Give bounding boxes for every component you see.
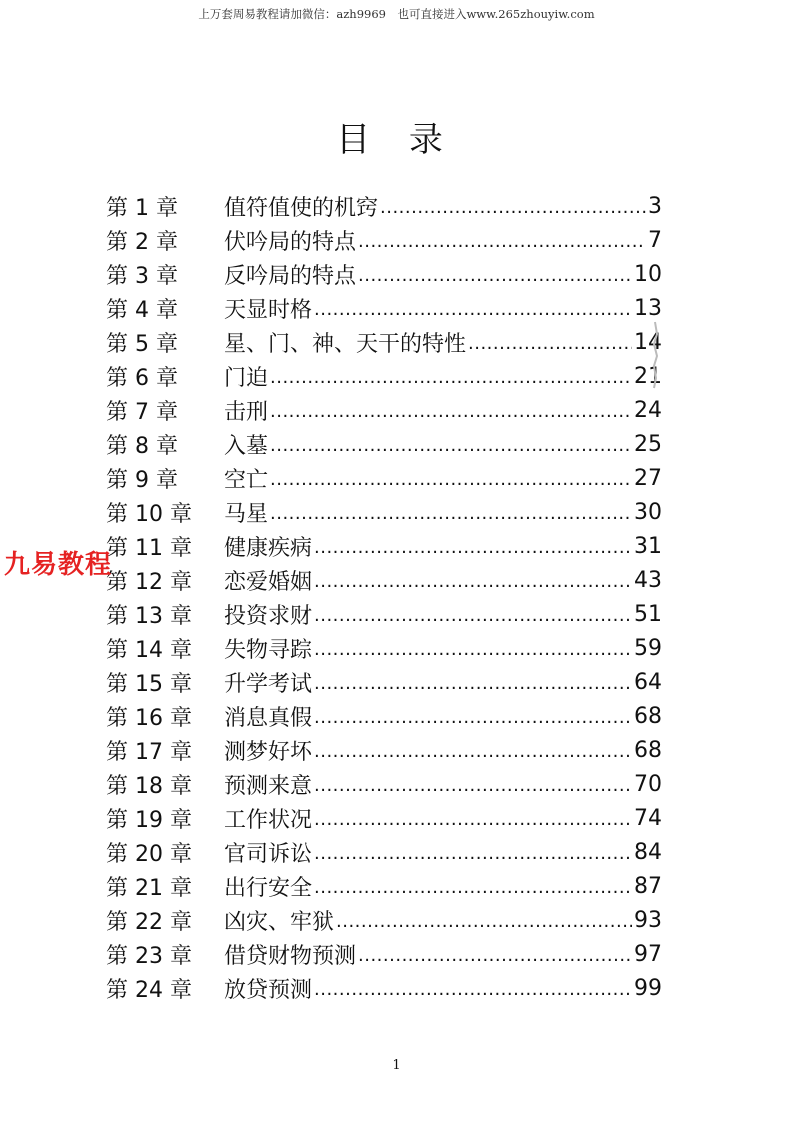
toc-chapter-title: 入墓 (224, 433, 269, 459)
toc-page-number: 93 (634, 907, 662, 933)
toc-leader-dots (314, 743, 632, 767)
toc-entry[interactable] (106, 393, 662, 427)
toc-entry[interactable] (106, 495, 662, 529)
toc-entry[interactable] (106, 291, 662, 325)
toc-chapter-number: 第 5 章 (106, 331, 178, 357)
toc-leader-dots (314, 981, 632, 1005)
page-number: 1 (392, 1058, 401, 1073)
toc-chapter-number: 第 7 章 (106, 399, 178, 425)
toc-page-number: 27 (634, 465, 662, 491)
toc-chapter-title: 借贷财物预测 (224, 943, 357, 969)
toc-page-number: 43 (634, 567, 662, 593)
toc-page-number: 25 (634, 431, 662, 457)
toc-entry[interactable] (106, 903, 662, 937)
toc-chapter-title: 测梦好坏 (224, 739, 313, 765)
toc-leader-dots (314, 641, 632, 665)
toc-chapter-title: 击刑 (224, 399, 269, 425)
toc-page-number: 3 (648, 193, 662, 219)
page-title: 目 录 (336, 120, 457, 160)
table-of-contents (106, 189, 662, 1005)
toc-leader-dots (314, 301, 632, 325)
toc-page-number: 21 (634, 363, 662, 389)
toc-leader-dots (358, 947, 632, 971)
toc-chapter-title: 消息真假 (224, 705, 313, 731)
scan-artifact (648, 320, 662, 390)
toc-leader-dots (270, 505, 632, 529)
toc-entry[interactable] (106, 971, 662, 1005)
toc-chapter-title: 马星 (224, 501, 269, 527)
toc-page-number: 70 (634, 771, 662, 797)
toc-leader-dots (468, 335, 632, 359)
watermark-logo-text: 九易教程 (4, 550, 113, 580)
toc-chapter-title: 出行安全 (224, 875, 313, 901)
toc-leader-dots (380, 199, 646, 223)
toc-leader-dots (270, 471, 632, 495)
toc-chapter-title: 放贷预测 (224, 977, 313, 1003)
toc-chapter-number: 第 2 章 (106, 229, 178, 255)
toc-page-number: 74 (634, 805, 662, 831)
toc-page-number: 51 (634, 601, 662, 627)
toc-leader-dots (314, 879, 632, 903)
toc-leader-dots (270, 437, 632, 461)
toc-entry[interactable] (106, 733, 662, 767)
toc-leader-dots (314, 777, 632, 801)
toc-chapter-title: 健康疾病 (224, 535, 313, 561)
toc-leader-dots (358, 233, 646, 257)
toc-page-number: 59 (634, 635, 662, 661)
toc-chapter-title: 失物寻踪 (224, 637, 313, 663)
toc-entry[interactable] (106, 937, 662, 971)
toc-leader-dots (314, 845, 632, 869)
toc-chapter-number: 第 14 章 (106, 637, 192, 663)
toc-page-number: 30 (634, 499, 662, 525)
toc-leader-dots (336, 913, 632, 937)
toc-entry[interactable] (106, 767, 662, 801)
toc-chapter-number: 第 1 章 (106, 195, 178, 221)
toc-chapter-number: 第 15 章 (106, 671, 192, 697)
toc-page-number: 99 (634, 975, 662, 1001)
toc-chapter-title: 凶灾、牢狱 (224, 909, 335, 935)
header-note: 上万套周易教程请加微信：azh9969 也可直接进入www.265zhouyiw.com (198, 7, 595, 21)
toc-chapter-title: 升学考试 (224, 671, 313, 697)
toc-entry[interactable] (106, 801, 662, 835)
toc-entry[interactable] (106, 699, 662, 733)
toc-chapter-title: 恋爱婚姻 (224, 569, 313, 595)
toc-chapter-number: 第 17 章 (106, 739, 192, 765)
toc-entry[interactable] (106, 359, 662, 393)
toc-chapter-title: 值符值使的机窍 (224, 195, 379, 221)
toc-leader-dots (314, 573, 632, 597)
toc-entry[interactable] (106, 869, 662, 903)
toc-page-number: 97 (634, 941, 662, 967)
toc-chapter-number: 第 13 章 (106, 603, 192, 629)
toc-entry[interactable] (106, 631, 662, 665)
toc-chapter-title: 空亡 (224, 467, 269, 493)
toc-chapter-title: 投资求财 (224, 603, 313, 629)
toc-chapter-number: 第 20 章 (106, 841, 192, 867)
toc-entry[interactable] (106, 597, 662, 631)
toc-leader-dots (314, 675, 632, 699)
toc-chapter-title: 预测来意 (224, 773, 313, 799)
toc-page-number: 87 (634, 873, 662, 899)
toc-chapter-title: 星、门、神、天干的特性 (224, 331, 467, 357)
toc-entry[interactable] (106, 427, 662, 461)
toc-chapter-number: 第 12 章 (106, 569, 192, 595)
toc-chapter-number: 第 22 章 (106, 909, 192, 935)
toc-page-number: 13 (634, 295, 662, 321)
toc-leader-dots (314, 607, 632, 631)
toc-leader-dots (314, 539, 632, 563)
toc-entry[interactable] (106, 665, 662, 699)
toc-chapter-number: 第 3 章 (106, 263, 178, 289)
toc-page-number: 68 (634, 703, 662, 729)
toc-entry[interactable] (106, 563, 662, 597)
toc-leader-dots (270, 369, 632, 393)
toc-chapter-title: 门迫 (224, 365, 269, 391)
toc-leader-dots (358, 267, 632, 291)
toc-chapter-title: 工作状况 (224, 807, 313, 833)
toc-entry[interactable] (106, 223, 662, 257)
toc-page-number: 24 (634, 397, 662, 423)
toc-chapter-number: 第 4 章 (106, 297, 178, 323)
toc-page-number: 68 (634, 737, 662, 763)
toc-chapter-number: 第 21 章 (106, 875, 192, 901)
toc-chapter-number: 第 19 章 (106, 807, 192, 833)
toc-page-number: 84 (634, 839, 662, 865)
toc-chapter-number: 第 16 章 (106, 705, 192, 731)
toc-leader-dots (314, 709, 632, 733)
toc-chapter-number: 第 9 章 (106, 467, 178, 493)
toc-chapter-title: 天显时格 (224, 297, 313, 323)
toc-page-number: 31 (634, 533, 662, 559)
toc-page-number: 10 (634, 261, 662, 287)
toc-entry[interactable] (106, 257, 662, 291)
toc-entry[interactable] (106, 529, 662, 563)
toc-chapter-title: 伏吟局的特点 (224, 229, 357, 255)
toc-chapter-number: 第 18 章 (106, 773, 192, 799)
toc-chapter-title: 官司诉讼 (224, 841, 313, 867)
toc-entry[interactable] (106, 325, 662, 359)
toc-entry[interactable] (106, 835, 662, 869)
toc-chapter-title: 反吟局的特点 (224, 263, 357, 289)
toc-entry[interactable] (106, 461, 662, 495)
toc-chapter-number: 第 6 章 (106, 365, 178, 391)
toc-page-number: 7 (648, 227, 662, 253)
toc-chapter-number: 第 24 章 (106, 977, 192, 1003)
toc-chapter-number: 第 8 章 (106, 433, 178, 459)
toc-entry[interactable] (106, 189, 662, 223)
toc-chapter-number: 第 10 章 (106, 501, 192, 527)
toc-leader-dots (270, 403, 632, 427)
toc-chapter-number: 第 11 章 (106, 535, 192, 561)
toc-chapter-number: 第 23 章 (106, 943, 192, 969)
toc-leader-dots (314, 811, 632, 835)
toc-page-number: 14 (634, 329, 662, 355)
toc-page-number: 64 (634, 669, 662, 695)
